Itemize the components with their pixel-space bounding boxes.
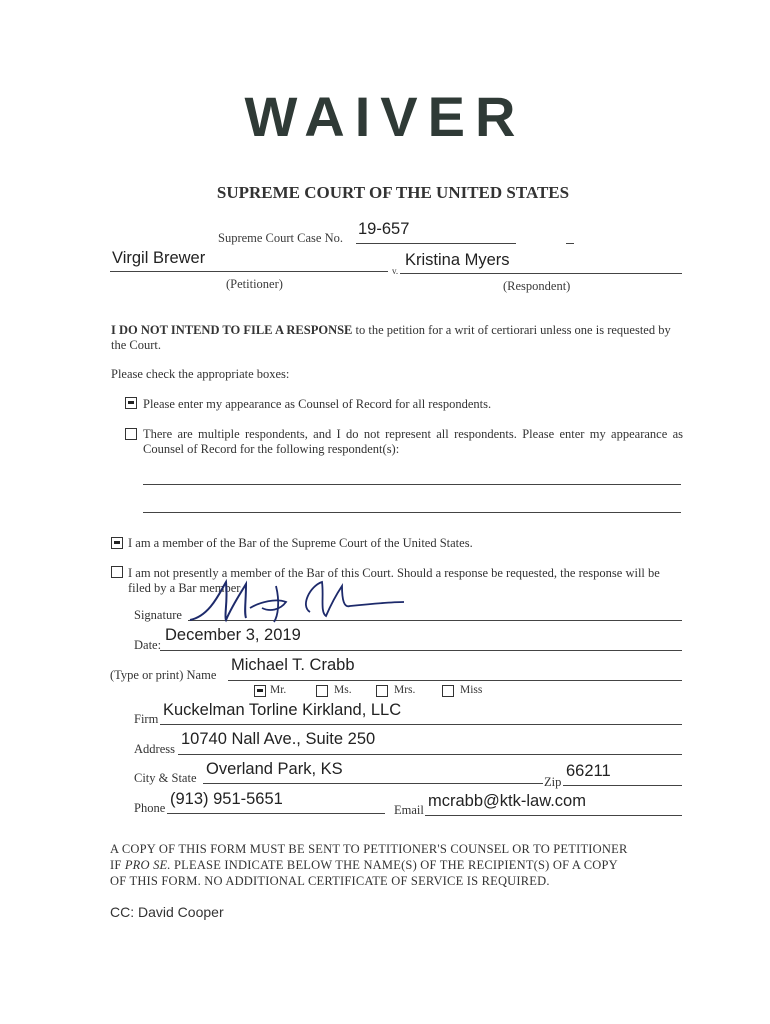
email-line[interactable] [425,815,682,816]
bar-member-label: I am a member of the Bar of the Supreme Court of the United States. [128,536,473,550]
all-respondents-checkbox[interactable] [125,397,137,409]
notice-line-2b: PLEASE INDICATE BELOW THE NAME(S) OF THE RECIPIENT(S) OF A COPY [170,858,618,872]
title-mrs-label: Mrs. [394,684,416,696]
case-number-line-end [566,243,574,244]
title-mr-checkbox[interactable] [254,685,266,697]
respondent-caption: (Respondent) [503,279,571,293]
zip-line[interactable] [563,785,682,786]
notice-line-1: A COPY OF THIS FORM MUST BE SENT TO PETITIONER'S COUNSEL OR TO PETITIONER [110,842,628,856]
multiple-respondents-checkbox[interactable] [125,428,137,440]
email-label: Email [394,803,424,817]
zip-value: 66211 [566,762,611,780]
email-value: mcrabb@ktk-law.com [428,792,586,810]
firm-line[interactable] [160,724,682,725]
versus: v. [392,266,399,276]
title-ms-checkbox[interactable] [316,685,328,697]
name-label: (Type or print) Name [110,668,217,682]
firm-value: Kuckelman Torline Kirkland, LLC [163,701,402,719]
intent-statement [111,323,686,353]
title-miss-checkbox[interactable] [442,685,454,697]
respondents-line-1[interactable] [143,484,681,485]
phone-line[interactable] [167,813,385,814]
not-member-checkbox[interactable] [111,566,123,578]
city-state-value: Overland Park, KS [206,760,343,778]
date-label: Date: [134,638,162,652]
petitioner-caption: (Petitioner) [226,277,283,291]
city-state-line[interactable] [203,783,543,784]
petitioner-name: Virgil Brewer [112,249,206,267]
intent-bold: I DO NOT INTEND TO FILE A RESPONSE [111,323,353,337]
case-number-line [356,243,516,244]
signature-label: Signature [134,608,182,622]
respondent-line [400,273,682,274]
firm-label: Firm [134,712,159,726]
notice-pro-se: PRO SE. [124,858,171,872]
intent-rest: to the petition for a writ of certiorari unless one is requested by the Court. [111,323,671,352]
name-value: Michael T. Crabb [231,656,355,674]
respondent-name: Kristina Myers [405,251,510,269]
date-value: December 3, 2019 [165,626,301,644]
city-state-label: City & State [134,771,197,785]
address-line[interactable] [178,754,682,755]
petitioner-line [110,271,388,272]
address-label: Address [134,742,175,756]
phone-value: (913) 951-5651 [170,790,283,808]
title-mr-label: Mr. [270,684,287,696]
multiple-respondents-label: There are multiple respondents, and I do not represent all respondents. Please enter my appearance as Counsel of Record for the following respondent(s): [143,427,683,456]
respondents-line-2[interactable] [143,512,681,513]
cc-line: CC: David Cooper [110,904,224,920]
title-ms-label: Ms. [334,684,352,696]
all-respondents-label: Please enter my appearance as Counsel of Record for all respondents. [143,397,492,411]
notice-line-2a: IF [110,858,125,872]
zip-label: Zip [544,775,562,789]
address-value: 10740 Nall Ave., Suite 250 [181,730,376,748]
notice-line-3: OF THIS FORM. NO ADDITIONAL CERTIFICATE OF SERVICE IS REQUIRED. [110,874,550,888]
notice-line-2 [110,858,618,873]
not-member-label: I am not presently a member of the Bar of this Court. Should a response be requested, the response will be filed by a Bar member. [128,566,660,595]
check-prompt: Please check the appropriate boxes: [111,367,290,381]
name-line[interactable] [228,680,682,681]
title-miss-label: Miss [460,684,483,696]
signature-image [180,572,420,632]
case-number-label: Supreme Court Case No. [218,231,343,245]
title-mrs-checkbox[interactable] [376,685,388,697]
bar-member-checkbox[interactable] [111,537,123,549]
court-name: SUPREME COURT OF THE UNITED STATES [216,183,570,202]
case-number-value: 19-657 [358,220,410,238]
date-line[interactable] [160,650,682,651]
form-title: WAIVER [244,85,526,148]
phone-label: Phone [134,801,166,815]
